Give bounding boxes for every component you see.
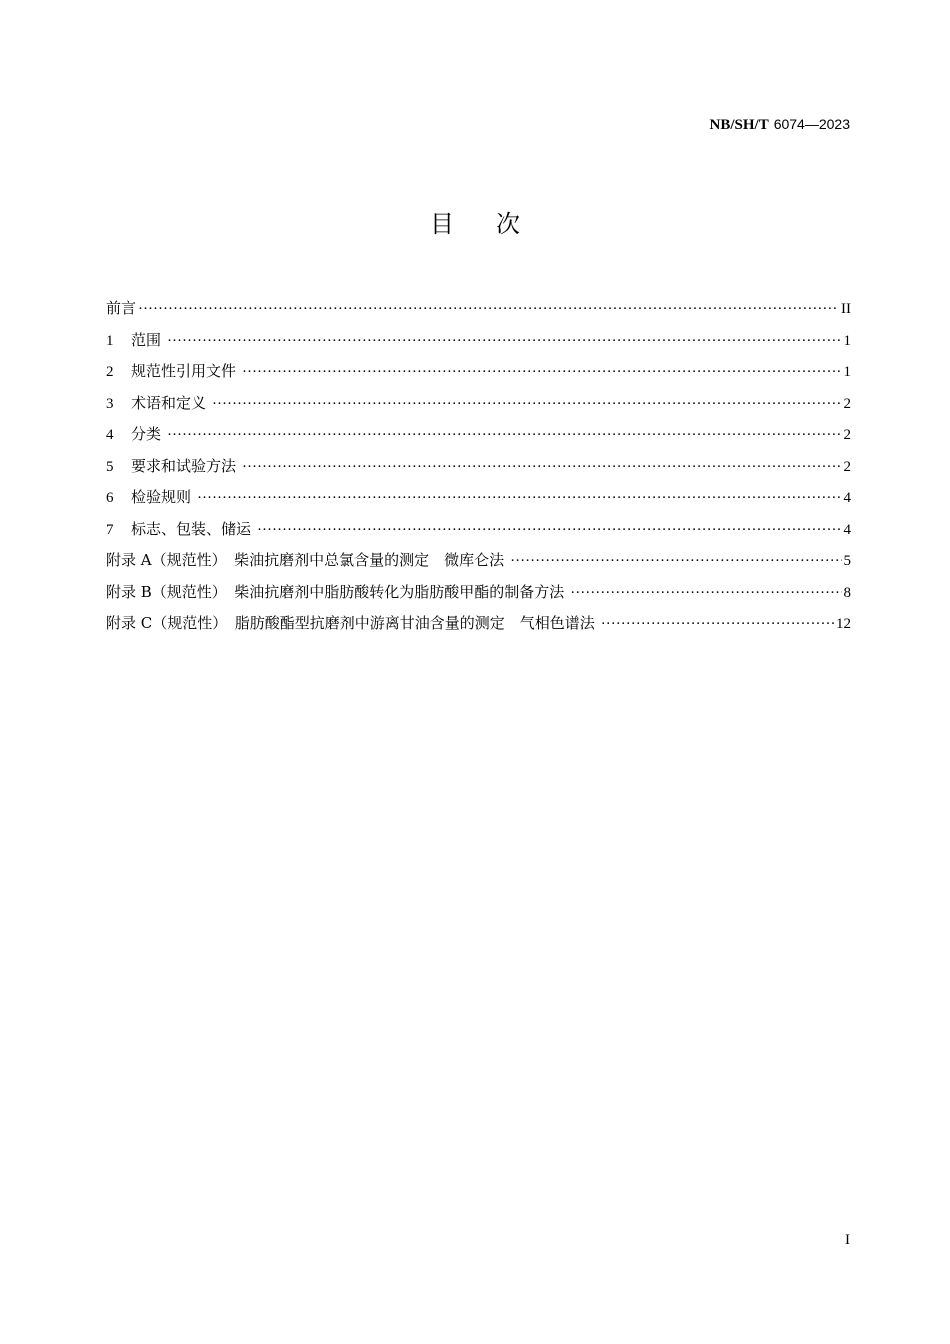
page-number: I <box>845 1232 850 1248</box>
toc-entry-page: 4 <box>843 490 851 506</box>
standard-code-number: 6074—2023 <box>773 116 850 132</box>
toc-entry-inspection-rules[interactable] <box>106 482 851 514</box>
toc-entry-page: 8 <box>843 584 851 601</box>
dot-leader <box>167 420 841 452</box>
toc-entry-requirements[interactable] <box>106 451 851 483</box>
toc-entry-number: 6 <box>106 490 114 506</box>
dot-leader <box>601 609 834 641</box>
toc-entry-terms[interactable] <box>106 388 851 420</box>
toc-entry-label: 附录 B（规范性） 柴油抗磨剂中脂肪酸转化为脂肪酸甲酯的制备方法 <box>106 582 565 601</box>
toc-entry-label: 附录 C（规范性） 脂肪酸酯型抗磨剂中游离甘油含量的测定 气相色谱法 <box>106 614 595 632</box>
toc-entry-label: 要求和试验方法 <box>131 456 237 475</box>
toc-entry-number: 2 <box>106 364 114 380</box>
toc-entry-page: 5 <box>843 553 851 569</box>
toc-entry-marking-packaging[interactable] <box>106 514 851 546</box>
toc-entry-annex-a[interactable] <box>106 545 851 577</box>
toc-entry-number: 5 <box>106 458 114 475</box>
toc-entry-page: 12 <box>836 616 851 632</box>
toc-entry-label: 标志、包装、储运 <box>131 519 252 538</box>
dot-leader <box>570 578 841 610</box>
dot-leader <box>167 326 841 358</box>
toc-entry-number: 3 <box>106 395 114 412</box>
standard-code-prefix: NB/SH/T <box>709 117 769 133</box>
dot-leader <box>242 452 841 484</box>
toc-entry-label: 检验规则 <box>131 488 192 506</box>
toc-entry-label: 范围 <box>131 330 162 349</box>
dot-leader <box>212 389 841 421</box>
toc-entry-label: 规范性引用文件 <box>131 362 237 380</box>
dot-leader <box>197 483 841 515</box>
toc-title: 目次 <box>430 210 562 238</box>
toc-entry-annex-c[interactable] <box>106 608 851 640</box>
toc-entry-page: 1 <box>843 332 851 349</box>
toc-entry-label: 分类 <box>131 425 162 443</box>
toc-entry-number: 4 <box>106 427 114 443</box>
toc-entry-page: 4 <box>843 521 851 538</box>
toc-entry-number: 1 <box>106 332 114 349</box>
dot-leader <box>257 515 841 547</box>
table-of-contents <box>106 293 851 640</box>
toc-entry-page: 2 <box>843 395 851 412</box>
dot-leader <box>242 357 841 389</box>
toc-entry-page: II <box>841 301 851 317</box>
toc-entry-label: 前言 <box>106 299 137 317</box>
toc-entry-page: 1 <box>843 364 851 380</box>
toc-entry-number: 7 <box>106 521 114 538</box>
standard-code <box>710 114 850 135</box>
toc-entry-scope[interactable] <box>106 325 851 357</box>
toc-entry-classification[interactable] <box>106 419 851 451</box>
toc-entry-page: 2 <box>843 427 851 443</box>
toc-entry-preface[interactable] <box>106 293 851 325</box>
toc-entry-normative-references[interactable] <box>106 356 851 388</box>
dot-leader <box>510 546 841 578</box>
toc-entry-annex-b[interactable] <box>106 577 851 609</box>
dot-leader <box>138 294 839 326</box>
toc-entry-page: 2 <box>843 458 851 475</box>
toc-entry-label: 术语和定义 <box>131 393 207 412</box>
toc-entry-label: 附录 A（规范性） 柴油抗磨剂中总氯含量的测定 微库仑法 <box>106 551 505 569</box>
